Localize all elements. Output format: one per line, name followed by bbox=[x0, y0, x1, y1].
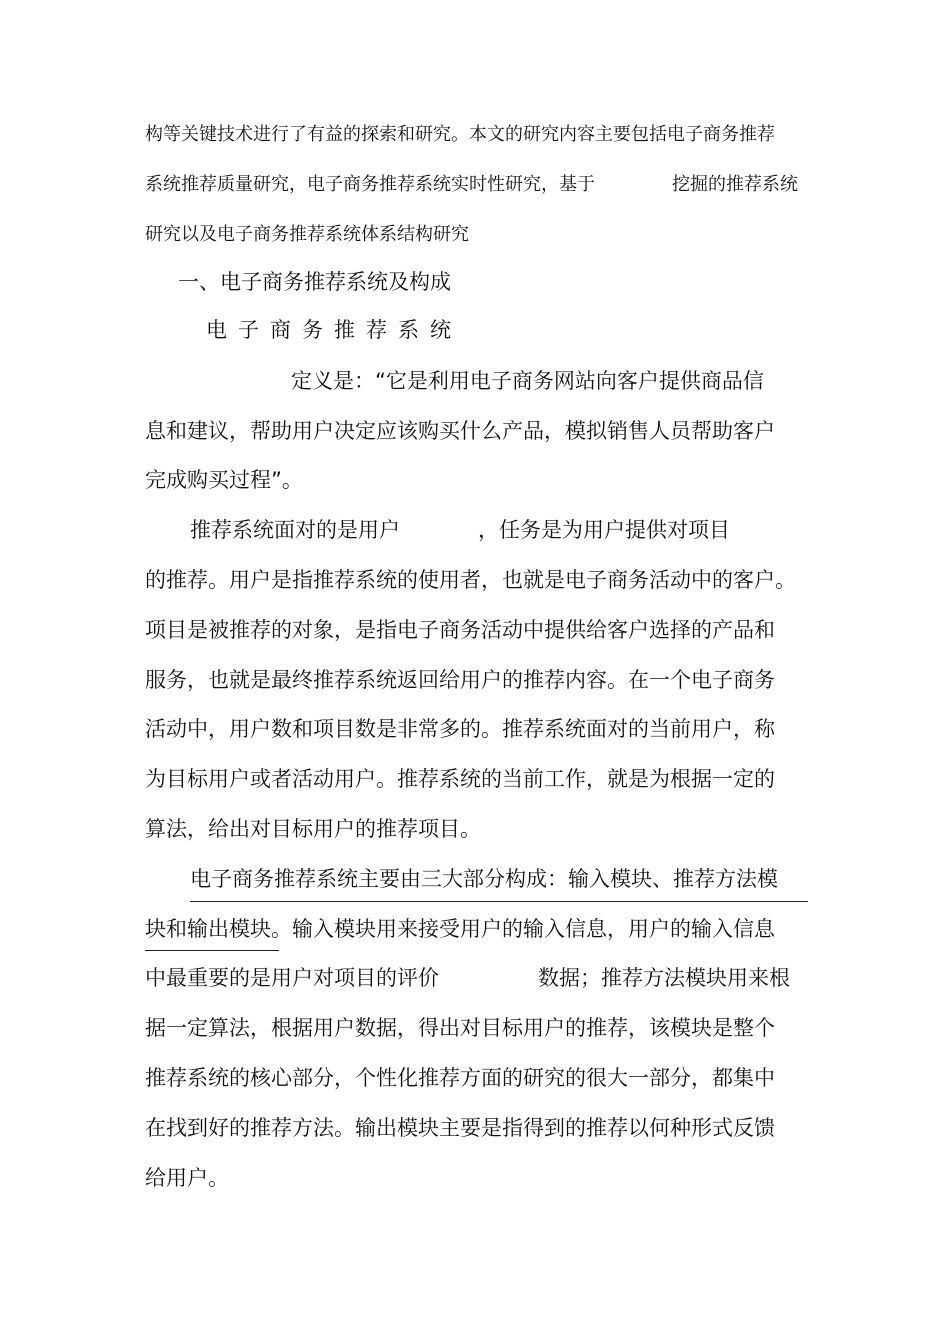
para2-line-6: 为目标用户或者活动用户。推荐系统的当前工作，就是为根据一定的 bbox=[145, 767, 775, 791]
intro-line-2a: 系统推荐质量研究，电子商务推荐系统实时性研究，基于 bbox=[145, 174, 595, 195]
definition-line-3: 完成购买过程”。 bbox=[145, 468, 303, 492]
para2-line-3: 项目是被推荐的对象，是指电子商务活动中提供给客户选择的产品和 bbox=[145, 618, 775, 642]
intro-line-2b: 挖掘的推荐系统 bbox=[672, 174, 798, 195]
para3-line-6: 在找到好的推荐方法。输出模块主要是指得到的推荐以何种形式反馈 bbox=[145, 1116, 775, 1140]
para2-line-2: 的推荐。用户是指推荐系统的使用者，也就是电子商务活动中的客户。 bbox=[145, 568, 796, 592]
para3-line-5: 推荐系统的核心部分，个性化推荐方面的研究的很大一部分，都集中 bbox=[145, 1066, 775, 1090]
para3-line-1: 电子商务推荐系统主要由三大部分构成：输入模块、推荐方法模 bbox=[190, 867, 778, 891]
para3-line-7: 给用户。 bbox=[145, 1166, 229, 1190]
para3-underline-2 bbox=[145, 950, 279, 951]
para3-line-2: 块和输出模块。输入模块用来接受用户的输入信息，用户的输入信息 bbox=[145, 917, 775, 941]
intro-line-3: 研究以及电子商务推荐系统体系结构研究 bbox=[145, 224, 469, 245]
section-subheading: 电子商务推荐系统 bbox=[206, 318, 462, 342]
para3-line-3b: 数据；推荐方法模块用来根 bbox=[538, 966, 790, 990]
para2-line-5: 活动中，用户数和项目数是非常多的。推荐系统面对的当前用户，称 bbox=[145, 717, 775, 741]
para2-line-1b: ，任务是为用户提供对项目 bbox=[478, 518, 730, 542]
para2-line-7: 算法，给出对目标用户的推荐项目。 bbox=[145, 817, 481, 841]
definition-line-1: 定义是：“它是利用电子商务网站向客户提供商品信 bbox=[291, 369, 764, 393]
para2-line-4: 服务，也就是最终推荐系统返回给用户的推荐内容。在一个电子商务 bbox=[145, 668, 775, 692]
definition-line-2: 息和建议，帮助用户决定应该购买什么产品，模拟销售人员帮助客户 bbox=[145, 419, 775, 443]
section-heading: 一、电子商务推荐系统及构成 bbox=[178, 270, 451, 294]
para3-line-4: 据一定算法，根据用户数据，得出对目标用户的推荐，该模块是整个 bbox=[145, 1016, 775, 1040]
para2-line-1a: 推荐系统面对的是用户 bbox=[190, 518, 400, 542]
para3-line-3a: 中最重要的是用户对项目的评价 bbox=[145, 966, 439, 990]
intro-line-1: 构等关键技术进行了有益的探索和研究。本文的研究内容主要包括电子商务推荐 bbox=[145, 124, 775, 145]
para3-underline-1 bbox=[190, 901, 808, 902]
